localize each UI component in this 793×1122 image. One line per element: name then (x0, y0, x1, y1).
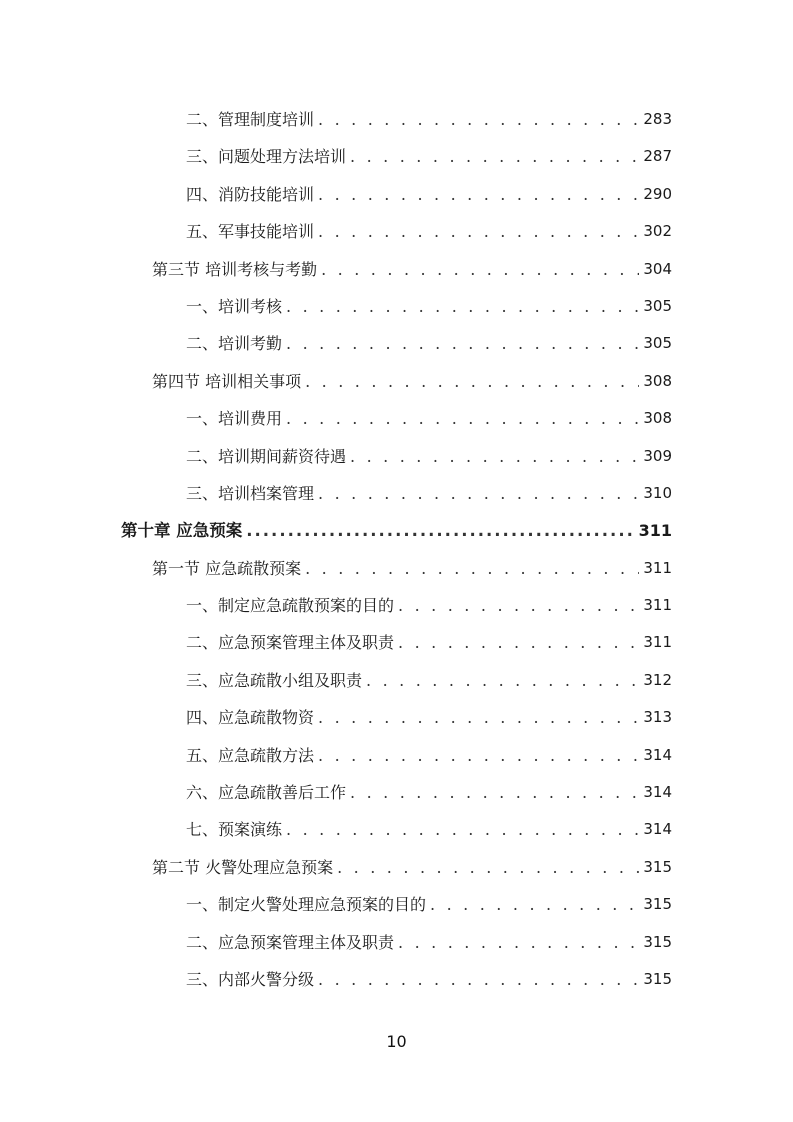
toc-entry-title: 第一节 应急疏散预案 (152, 558, 302, 578)
toc-section-entry[interactable] (0, 849, 793, 886)
toc-entry-title: 四、应急疏散物资 (186, 708, 315, 728)
toc-entry-title: 三、问题处理方法培训 (186, 147, 347, 167)
toc-dot-leader (398, 924, 639, 961)
toc-entry-title: 三、内部火警分级 (186, 969, 315, 989)
toc-entry-page: 305 (643, 296, 672, 315)
toc-entry-title: 第三节 培训考核与考勤 (152, 259, 318, 279)
toc-entry-title: 五、军事技能培训 (186, 222, 315, 242)
toc-subsection-entry[interactable] (0, 176, 793, 213)
toc-subsection-entry[interactable] (0, 886, 793, 923)
toc-entry-page: 310 (643, 483, 672, 502)
toc-entry-page: 315 (643, 969, 672, 988)
toc-entry-title: 五、应急疏散方法 (186, 745, 315, 765)
toc-entry-title: 二、培训考勤 (186, 334, 283, 354)
toc-dot-leader (321, 251, 639, 288)
toc-dot-leader (350, 138, 639, 175)
toc-entry-page: 287 (643, 147, 672, 166)
toc-entry-page: 290 (643, 184, 672, 203)
toc-dot-leader (286, 325, 639, 362)
toc-entry-page: 302 (643, 222, 672, 241)
toc-entry-title: 一、制定火警处理应急预案的目的 (186, 895, 427, 915)
toc-dot-leader (286, 288, 639, 325)
toc-subsection-entry[interactable] (0, 288, 793, 325)
toc-section-entry[interactable] (0, 363, 793, 400)
table-of-contents (0, 101, 793, 998)
toc-entry-page: 308 (643, 371, 672, 390)
toc-dot-leader (305, 363, 639, 400)
page-number: 10 (386, 1032, 407, 1051)
toc-dot-leader (305, 550, 639, 587)
toc-entry-title: 第四节 培训相关事项 (152, 371, 302, 391)
toc-dot-leader (398, 587, 639, 624)
toc-dot-leader (286, 400, 639, 437)
toc-dot-leader (350, 774, 639, 811)
toc-entry-title: 二、培训期间薪资待遇 (186, 446, 347, 466)
toc-entry-page: 315 (643, 857, 672, 876)
toc-subsection-entry[interactable] (0, 624, 793, 661)
toc-entry-title: 第二节 火警处理应急预案 (152, 857, 334, 877)
toc-entry-page: 311 (643, 633, 672, 652)
toc-entry-title: 七、预案演练 (186, 820, 283, 840)
toc-entry-title: 一、培训费用 (186, 409, 283, 429)
toc-dot-leader (318, 176, 639, 213)
toc-subsection-entry[interactable] (0, 213, 793, 250)
toc-section-entry[interactable] (0, 550, 793, 587)
toc-subsection-entry[interactable] (0, 924, 793, 961)
toc-entry-title: 六、应急疏散善后工作 (186, 783, 347, 803)
toc-entry-title: 三、培训档案管理 (186, 483, 315, 503)
toc-entry-page: 311 (643, 596, 672, 615)
toc-entry-page: 315 (643, 932, 672, 951)
toc-dot-leader (286, 811, 639, 848)
toc-subsection-entry[interactable] (0, 587, 793, 624)
toc-subsection-entry[interactable] (0, 438, 793, 475)
toc-dot-leader (318, 699, 639, 736)
toc-dot-leader (350, 438, 639, 475)
toc-entry-page: 308 (643, 409, 672, 428)
toc-entry-title: 二、应急预案管理主体及职责 (186, 633, 395, 653)
toc-subsection-entry[interactable] (0, 737, 793, 774)
toc-subsection-entry[interactable] (0, 662, 793, 699)
toc-entry-title: 二、管理制度培训 (186, 110, 315, 129)
toc-entry-page: 309 (643, 446, 672, 465)
toc-entry-page: 313 (643, 708, 672, 727)
toc-subsection-entry[interactable] (0, 325, 793, 362)
toc-entry-title: 二、应急预案管理主体及职责 (186, 932, 395, 952)
toc-dot-leader (318, 961, 639, 998)
toc-subsection-entry[interactable] (0, 101, 793, 138)
toc-dot-leader (246, 512, 634, 549)
toc-subsection-entry[interactable] (0, 138, 793, 175)
toc-subsection-entry[interactable] (0, 774, 793, 811)
toc-dot-leader (430, 886, 639, 923)
toc-dot-leader (318, 475, 639, 512)
toc-dot-leader (366, 662, 639, 699)
toc-dot-leader (318, 101, 639, 138)
toc-subsection-entry[interactable] (0, 400, 793, 437)
toc-entry-page: 304 (643, 259, 672, 278)
toc-entry-page: 314 (643, 745, 672, 764)
toc-subsection-entry[interactable] (0, 961, 793, 998)
toc-entry-title: 四、消防技能培训 (186, 184, 315, 204)
toc-section-entry[interactable] (0, 251, 793, 288)
toc-entry-page: 305 (643, 334, 672, 353)
toc-entry-page: 315 (643, 895, 672, 914)
toc-entry-page: 312 (643, 670, 672, 689)
toc-entry-page: 314 (643, 820, 672, 839)
toc-entry-page: 283 (643, 110, 672, 128)
toc-chapter-entry[interactable] (0, 512, 793, 549)
toc-entry-page: 311 (638, 521, 672, 541)
toc-entry-title: 一、培训考核 (186, 296, 283, 316)
toc-dot-leader (318, 737, 639, 774)
toc-entry-page: 314 (643, 783, 672, 802)
toc-entry-title: 一、制定应急疏散预案的目的 (186, 596, 395, 616)
toc-entry-title: 三、应急疏散小组及职责 (186, 670, 363, 690)
toc-entry-title: 第十章 应急预案 (121, 521, 243, 541)
toc-dot-leader (398, 624, 639, 661)
toc-entry-page: 311 (643, 558, 672, 577)
toc-subsection-entry[interactable] (0, 811, 793, 848)
toc-subsection-entry[interactable] (0, 699, 793, 736)
toc-subsection-entry[interactable] (0, 475, 793, 512)
toc-dot-leader (318, 213, 639, 250)
toc-dot-leader (337, 849, 639, 886)
